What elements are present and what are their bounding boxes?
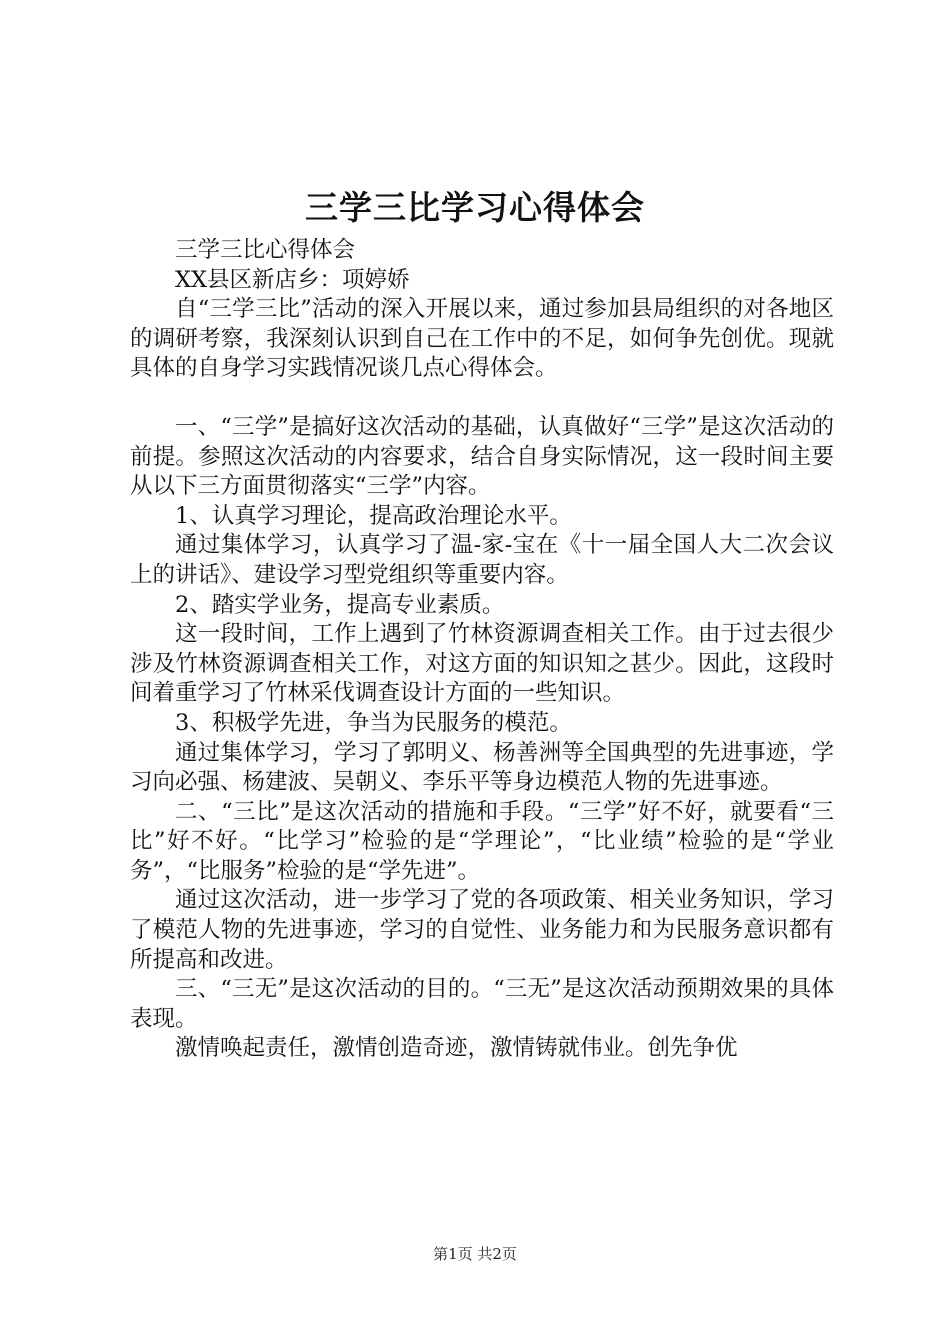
paragraph-item-three-heading: 3、积极学先进，争当为民服务的模范。 (175, 709, 572, 736)
paragraph-section-three: 三、“三无”是这次活动的目的。“三无”是这次活动预期效果的具体表现。 (130, 976, 834, 1032)
paragraph-item-one-heading: 1、认真学习理论，提高政治理论水平。 (175, 502, 572, 529)
paragraph-intro: 自“三学三比”活动的深入开展以来，通过参加县局组织的对各地区的调研考察，我深刻认识到自己在工作中的不足，如何争先创优。现就具体的自身学习实践情况谈几点心得体会。 (130, 296, 834, 382)
paragraph-author: XX县区新店乡：项婷娇 (175, 266, 410, 293)
paragraph-subtitle: 三学三比心得体会 (175, 237, 356, 263)
paragraph-item-two-heading: 2、踏实学业务，提高专业素质。 (175, 591, 505, 618)
document-body (130, 236, 834, 1064)
page-number-footer: 第1页 共2页 (433, 1245, 517, 1263)
paragraph-item-two-body: 这一段时间，工作上遇到了竹林资源调查相关工作。由于过去很少涉及竹林资源调查相关工作，对这方面的知识知之甚少。因此，这段时间着重学习了竹林采伐调查设计方面的一些知识。 (130, 621, 834, 707)
paragraph-item-one-body: 通过集体学习，认真学习了温-家-宝在《十一届全国人大二次会议上的讲话》、建设学习型党组织等重要内容。 (130, 532, 834, 588)
paragraph-section-two: 二、“三比”是这次活动的措施和手段。“三学”好不好，就要看“三比”好不好。“比学习”检验的是“学理论”，“比业绩”检验的是“学业务”，“比服务”检验的是“学先进”。 (130, 798, 834, 884)
document-title: 三学三比学习心得体会 (305, 188, 645, 227)
paragraph-section-two-body: 通过这次活动，进一步学习了党的各项政策、相关业务知识，学习了模范人物的先进事迹，学习的自觉性、业务能力和为民服务意识都有所提高和改进。 (130, 887, 834, 973)
paragraph-section-three-body: 激情唤起责任，激情创造奇迹，激情铸就伟业。创先争优 (175, 1035, 738, 1062)
paragraph-section-one: 一、“三学”是搞好这次活动的基础，认真做好“三学”是这次活动的前提。参照这次活动的内容要求，结合自身实际情况，这一段时间主要从以下三方面贯彻落实“三学”内容。 (130, 413, 834, 500)
paragraph-item-three-body: 通过集体学习，学习了郭明义、杨善洲等全国典型的先进事迹，学习向必强、杨建波、吴朝义、李乐平等身边模范人物的先进事迹。 (130, 739, 834, 796)
